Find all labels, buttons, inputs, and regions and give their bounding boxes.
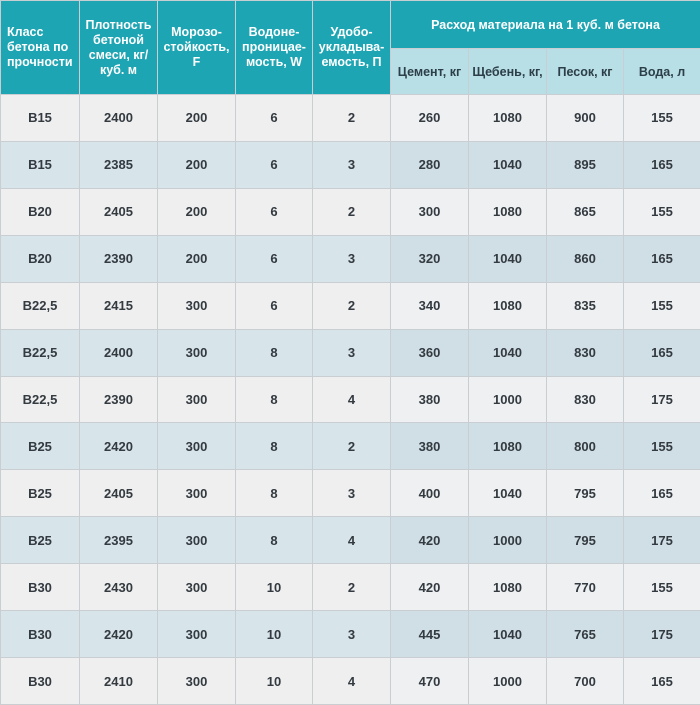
cell-water: 6 <box>236 282 313 329</box>
cell-density: 2400 <box>80 329 158 376</box>
table-row <box>1 423 700 470</box>
cell-class: В30 <box>1 611 80 658</box>
cell-class: В25 <box>1 470 80 517</box>
table-row <box>1 658 700 705</box>
cell-cement: 380 <box>391 423 469 470</box>
cell-class: В20 <box>1 188 80 235</box>
cell-gravel: 1000 <box>469 658 547 705</box>
cell-frost: 300 <box>158 470 236 517</box>
cell-sand: 765 <box>547 611 624 658</box>
header-cement: Цемент, кг <box>391 49 469 95</box>
cell-water: 8 <box>236 517 313 564</box>
cell-density: 2400 <box>80 95 158 142</box>
cell-class: В22,5 <box>1 376 80 423</box>
cell-water: 6 <box>236 188 313 235</box>
cell-cement: 420 <box>391 564 469 611</box>
cell-gravel: 1080 <box>469 95 547 142</box>
cell-cement: 420 <box>391 517 469 564</box>
cell-workability: 4 <box>313 658 391 705</box>
cell-water: 6 <box>236 235 313 282</box>
cell-class: В25 <box>1 517 80 564</box>
cell-sand: 830 <box>547 329 624 376</box>
cell-water-liters: 165 <box>624 235 700 282</box>
cell-frost: 300 <box>158 329 236 376</box>
cell-density: 2410 <box>80 658 158 705</box>
header-strength-class: Класс бетона по прочности <box>1 1 80 95</box>
cell-sand: 800 <box>547 423 624 470</box>
table-row <box>1 95 700 142</box>
cell-water-liters: 175 <box>624 376 700 423</box>
cell-gravel: 1080 <box>469 282 547 329</box>
cell-frost: 300 <box>158 423 236 470</box>
cell-cement: 260 <box>391 95 469 142</box>
cell-cement: 280 <box>391 141 469 188</box>
cell-sand: 860 <box>547 235 624 282</box>
cell-class: В15 <box>1 141 80 188</box>
cell-water: 6 <box>236 141 313 188</box>
cell-cement: 340 <box>391 282 469 329</box>
table-row <box>1 470 700 517</box>
cell-class: В30 <box>1 658 80 705</box>
cell-water-liters: 155 <box>624 95 700 142</box>
cell-frost: 300 <box>158 564 236 611</box>
table-row <box>1 376 700 423</box>
cell-frost: 300 <box>158 658 236 705</box>
cell-water: 8 <box>236 423 313 470</box>
cell-gravel: 1040 <box>469 611 547 658</box>
cell-water-liters: 155 <box>624 423 700 470</box>
cell-frost: 300 <box>158 282 236 329</box>
cell-sand: 900 <box>547 95 624 142</box>
cell-cement: 400 <box>391 470 469 517</box>
header-workability: Удобо-укладыва-емость, П <box>313 1 391 95</box>
cell-workability: 2 <box>313 282 391 329</box>
cell-workability: 3 <box>313 141 391 188</box>
cell-density: 2395 <box>80 517 158 564</box>
cell-sand: 770 <box>547 564 624 611</box>
cell-class: В22,5 <box>1 282 80 329</box>
cell-water-liters: 155 <box>624 564 700 611</box>
cell-density: 2415 <box>80 282 158 329</box>
cell-sand: 795 <box>547 470 624 517</box>
cell-cement: 360 <box>391 329 469 376</box>
header-density: Плотность бетоной смеси, кг/куб. м <box>80 1 158 95</box>
cell-class: В15 <box>1 95 80 142</box>
cell-workability: 4 <box>313 376 391 423</box>
header-sand: Песок, кг <box>547 49 624 95</box>
cell-cement: 380 <box>391 376 469 423</box>
cell-gravel: 1080 <box>469 188 547 235</box>
cell-water-liters: 155 <box>624 188 700 235</box>
cell-frost: 200 <box>158 188 236 235</box>
cell-workability: 3 <box>313 611 391 658</box>
header-consumption-group: Расход материала на 1 куб. м бетона <box>391 1 700 49</box>
cell-cement: 320 <box>391 235 469 282</box>
cell-density: 2405 <box>80 188 158 235</box>
table-row <box>1 141 700 188</box>
cell-gravel: 1040 <box>469 235 547 282</box>
header-frost-resistance: Морозо-стойкость, F <box>158 1 236 95</box>
cell-density: 2390 <box>80 376 158 423</box>
table-row <box>1 235 700 282</box>
cell-water: 10 <box>236 564 313 611</box>
cell-workability: 2 <box>313 188 391 235</box>
header-water-resistance: Водоне-проницае-мость, W <box>236 1 313 95</box>
cell-water: 8 <box>236 329 313 376</box>
cell-class: В25 <box>1 423 80 470</box>
cell-sand: 895 <box>547 141 624 188</box>
cell-gravel: 1040 <box>469 141 547 188</box>
cell-workability: 3 <box>313 329 391 376</box>
cell-gravel: 1080 <box>469 423 547 470</box>
cell-gravel: 1000 <box>469 517 547 564</box>
cell-gravel: 1040 <box>469 329 547 376</box>
header-water-liters: Вода, л <box>624 49 700 95</box>
cell-density: 2405 <box>80 470 158 517</box>
cell-workability: 2 <box>313 564 391 611</box>
cell-water-liters: 165 <box>624 329 700 376</box>
cell-workability: 3 <box>313 470 391 517</box>
cell-water: 10 <box>236 658 313 705</box>
cell-gravel: 1000 <box>469 376 547 423</box>
cell-water-liters: 155 <box>624 282 700 329</box>
table-row <box>1 282 700 329</box>
cell-water-liters: 175 <box>624 611 700 658</box>
cell-water: 10 <box>236 611 313 658</box>
cell-workability: 2 <box>313 95 391 142</box>
cell-water-liters: 165 <box>624 470 700 517</box>
cell-frost: 300 <box>158 517 236 564</box>
cell-water: 8 <box>236 470 313 517</box>
cell-workability: 4 <box>313 517 391 564</box>
cell-density: 2430 <box>80 564 158 611</box>
cell-class: В30 <box>1 564 80 611</box>
cell-sand: 865 <box>547 188 624 235</box>
cell-water-liters: 165 <box>624 141 700 188</box>
cell-water-liters: 165 <box>624 658 700 705</box>
table-row <box>1 564 700 611</box>
table-row <box>1 517 700 564</box>
cell-water: 8 <box>236 376 313 423</box>
cell-gravel: 1080 <box>469 564 547 611</box>
cell-sand: 700 <box>547 658 624 705</box>
cell-workability: 3 <box>313 235 391 282</box>
cell-class: В20 <box>1 235 80 282</box>
cell-cement: 470 <box>391 658 469 705</box>
cell-sand: 830 <box>547 376 624 423</box>
cell-density: 2390 <box>80 235 158 282</box>
cell-water: 6 <box>236 95 313 142</box>
table-body <box>1 95 700 705</box>
cell-cement: 445 <box>391 611 469 658</box>
cell-sand: 795 <box>547 517 624 564</box>
cell-cement: 300 <box>391 188 469 235</box>
table-row <box>1 188 700 235</box>
table-row <box>1 611 700 658</box>
cell-frost: 200 <box>158 235 236 282</box>
cell-workability: 2 <box>313 423 391 470</box>
cell-sand: 835 <box>547 282 624 329</box>
cell-frost: 200 <box>158 95 236 142</box>
cell-gravel: 1040 <box>469 470 547 517</box>
cell-density: 2420 <box>80 611 158 658</box>
cell-frost: 300 <box>158 611 236 658</box>
cell-density: 2420 <box>80 423 158 470</box>
cell-frost: 200 <box>158 141 236 188</box>
cell-water-liters: 175 <box>624 517 700 564</box>
header-gravel: Щебень, кг, <box>469 49 547 95</box>
cell-frost: 300 <box>158 376 236 423</box>
cell-class: В22,5 <box>1 329 80 376</box>
table-header <box>1 1 700 95</box>
cell-density: 2385 <box>80 141 158 188</box>
table-row <box>1 329 700 376</box>
